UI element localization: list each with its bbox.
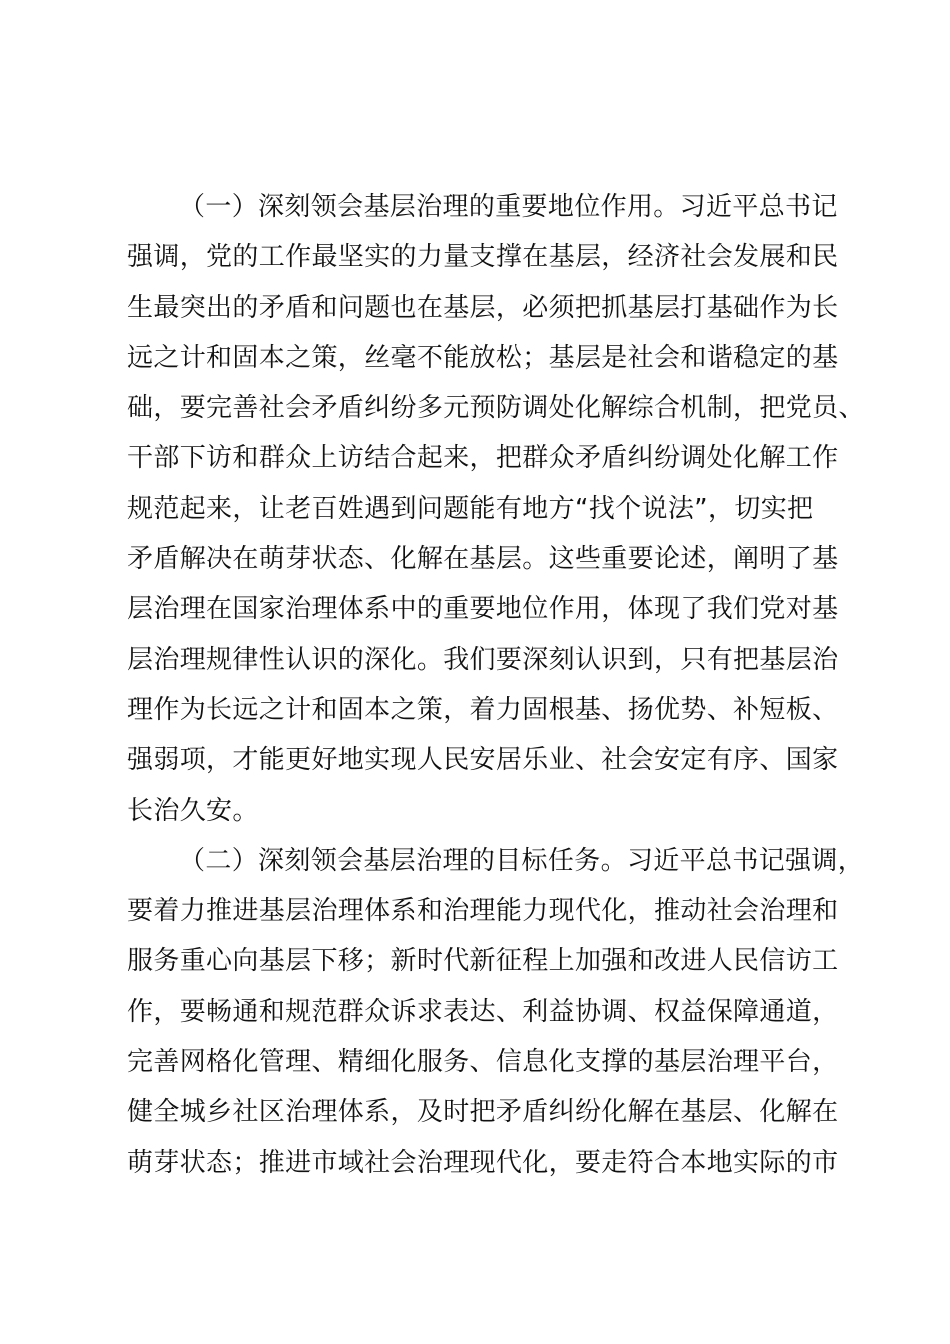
- paragraph-line: 层治理在国家治理体系中的重要地位作用，体现了我们党对基: [127, 594, 839, 625]
- paragraph-line: 要着力推进基层治理体系和治理能力现代化，推动社会治理和: [127, 896, 839, 927]
- paragraph-line: 础，要完善社会矛盾纠纷多元预防调处化解综合机制，把党员、: [127, 393, 865, 424]
- paragraph-line: （二）深刻领会基层治理的目标任务。习近平总书记强调，: [179, 845, 865, 876]
- paragraph-line: 规范起来，让老百姓遇到问题能有地方“找个说法”，切实把: [127, 493, 814, 524]
- paragraph-line: 生最突出的矛盾和问题也在基层，必须把抓基层打基础作为长: [127, 292, 839, 323]
- paragraph-line: （一）深刻领会基层治理的重要地位作用。习近平总书记: [179, 192, 838, 222]
- paragraph-line: 萌芽状态；推进市域社会治理现代化，要走符合本地实际的市: [127, 1147, 839, 1178]
- paragraph-line: 长治久安。: [127, 795, 259, 826]
- paragraph-line: 层治理规律性认识的深化。我们要深刻认识到，只有把基层治: [127, 644, 839, 675]
- paragraph-line: 强调，党的工作最坚实的力量支撑在基层，经济社会发展和民: [127, 242, 839, 273]
- paragraph-line: 健全城乡社区治理体系，及时把矛盾纠纷化解在基层、化解在: [127, 1097, 839, 1128]
- paragraph-line: 服务重心向基层下移；新时代新征程上加强和改进人民信访工: [127, 946, 839, 977]
- paragraph-line: 远之计和固本之策，丝毫不能放松；基层是社会和谐稳定的基: [127, 342, 839, 373]
- paragraph-line: 干部下访和群众上访结合起来，把群众矛盾纠纷调处化解工作: [127, 443, 839, 474]
- paragraph-line: 强弱项，才能更好地实现人民安居乐业、社会安定有序、国家: [127, 745, 839, 776]
- paragraph-line: 理作为长远之计和固本之策，着力固根基、扬优势、补短板、: [127, 694, 839, 725]
- paragraph-2: [127, 836, 865, 1188]
- paragraph-line: 完善网格化管理、精细化服务、信息化支撑的基层治理平台，: [127, 1047, 839, 1078]
- document-body: [127, 182, 865, 1188]
- paragraph-1: [127, 182, 865, 836]
- paragraph-line: 矛盾解决在萌芽状态、化解在基层。这些重要论述，阐明了基: [127, 544, 839, 575]
- paragraph-line: 作，要畅通和规范群众诉求表达、利益协调、权益保障通道，: [127, 996, 839, 1027]
